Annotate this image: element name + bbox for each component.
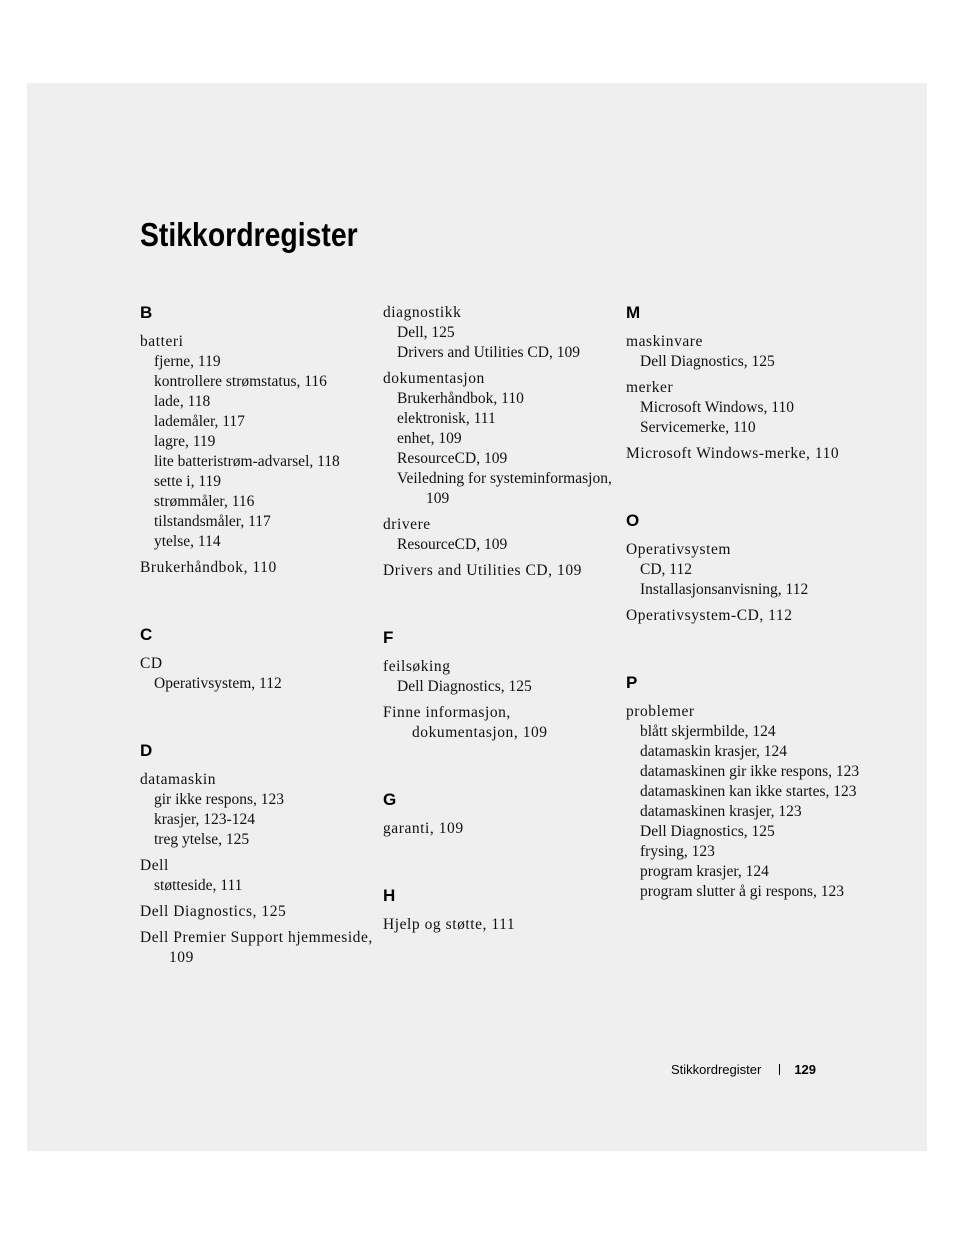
index-entry (140, 770, 375, 850)
index-subentry: treg ytelse, 125 (154, 831, 250, 848)
footer-divider (779, 1064, 780, 1075)
index-subentry: program krasjer, 124 (640, 863, 769, 880)
index-entry-term: datamaskin (140, 771, 217, 788)
index-entry (140, 856, 375, 896)
index-subentry: kontrollere strømstatus, 116 (154, 373, 327, 390)
index-entry-term: Operativsystem (626, 541, 731, 558)
index-subentry: ResourceCD, 109 (397, 536, 508, 553)
index-entry-term: drivere (383, 516, 431, 533)
index-subentry: Veiledning for systeminformasjon, 109 (397, 470, 612, 507)
index-entry-term: Hjelp og støtte, 111 (383, 916, 516, 933)
index-entry-term: Brukerhåndbok, 110 (140, 559, 277, 576)
index-subentry: Brukerhåndbok, 110 (397, 390, 524, 407)
index-entry-term: Operativsystem-CD, 112 (626, 607, 793, 624)
index-group (140, 741, 375, 968)
index-subentry: datamaskin krasjer, 124 (640, 743, 788, 760)
index-subentry: datamaskinen krasjer, 123 (640, 803, 802, 820)
index-letter-heading: G (383, 790, 397, 809)
index-letter-heading: M (626, 303, 641, 322)
index-column-2 (383, 303, 618, 982)
footer-section-title: Stikkordregister (671, 1062, 762, 1077)
index-entry-term: Dell (140, 857, 169, 874)
index-entry (140, 928, 375, 968)
index-subentry: program slutter å gi respons, 123 (640, 883, 845, 900)
index-subentry: blått skjermbilde, 124 (640, 723, 776, 740)
index-entry-term: Drivers and Utilities CD, 109 (383, 562, 582, 579)
index-entry-term: Microsoft Windows-merke, 110 (626, 445, 840, 462)
index-subentry: lagre, 119 (154, 433, 216, 450)
index-group (626, 673, 861, 902)
index-subentry: strømmåler, 116 (154, 493, 255, 510)
index-entry-term: CD (140, 655, 163, 672)
index-entry (383, 915, 618, 935)
index-subentry: fjerne, 119 (154, 353, 221, 370)
index-subentry: lite batteristrøm-advarsel, 118 (154, 453, 340, 470)
index-subentry: tilstandsmåler, 117 (154, 513, 271, 530)
index-subentry: elektronisk, 111 (397, 410, 496, 427)
index-subentry: Installasjonsanvisning, 112 (640, 581, 809, 598)
index-subentry: Microsoft Windows, 110 (640, 399, 794, 416)
index-entry-term: dokumentasjon (383, 370, 485, 387)
index-letter-heading: O (626, 511, 640, 530)
index-entry-term: diagnostikk (383, 304, 462, 321)
page-title: Stikkordregister (140, 216, 358, 253)
index-letter-heading: F (383, 628, 394, 647)
index-entry (140, 558, 375, 578)
index-entry (383, 703, 618, 743)
index-subentry: sette i, 119 (154, 473, 222, 490)
index-subentry: Servicemerke, 110 (640, 419, 756, 436)
index-entry-term: feilsøking (383, 658, 451, 675)
index-entry-term: Dell Diagnostics, 125 (140, 903, 287, 920)
index-column-3 (626, 303, 861, 949)
index-entry-term: garanti, 109 (383, 820, 464, 837)
index-subentry: enhet, 109 (397, 430, 462, 447)
index-group (383, 790, 618, 839)
index-subentry: Dell Diagnostics, 125 (397, 678, 532, 695)
index-entry (383, 657, 618, 697)
index-group (383, 628, 618, 743)
index-entry-term: Finne informasjon, dokumentasjon, 109 (383, 704, 548, 741)
index-subentry: Dell Diagnostics, 125 (640, 823, 775, 840)
index-subentry: ResourceCD, 109 (397, 450, 508, 467)
index-entry (383, 819, 618, 839)
index-letter-heading: P (626, 673, 638, 692)
index-letter-heading: D (140, 741, 153, 760)
index-subentry: Operativsystem, 112 (154, 675, 282, 692)
index-entry (140, 654, 375, 694)
index-entry (626, 444, 861, 464)
index-letter-heading: B (140, 303, 153, 322)
index-entry (626, 332, 861, 372)
index-group (140, 303, 375, 578)
index-entry (383, 369, 618, 509)
index-subentry: CD, 112 (640, 561, 692, 578)
index-subentry: ytelse, 114 (154, 533, 221, 550)
index-entry (140, 902, 375, 922)
index-column-1 (140, 303, 375, 1015)
index-subentry: Dell, 125 (397, 324, 455, 341)
index-entry-term: Dell Premier Support hjemmeside, 109 (140, 929, 373, 966)
index-group (383, 886, 618, 935)
index-group (626, 511, 861, 626)
index-subentry: datamaskinen gir ikke respons, 123 (640, 763, 860, 780)
index-entry-term: maskinvare (626, 333, 703, 350)
index-subentry: lade, 118 (154, 393, 211, 410)
index-entry (626, 540, 861, 600)
index-entry (383, 515, 618, 555)
index-subentry: Drivers and Utilities CD, 109 (397, 344, 580, 361)
index-group (626, 303, 861, 464)
page-number: 129 (794, 1062, 817, 1077)
index-entry-term: merker (626, 379, 674, 396)
index-group (140, 625, 375, 694)
index-subentry: støtteside, 111 (154, 877, 243, 894)
index-letter-heading: C (140, 625, 153, 644)
index-group (383, 303, 618, 581)
index-subentry: gir ikke respons, 123 (154, 791, 285, 808)
index-entry (140, 332, 375, 552)
index-subentry: krasjer, 123-124 (154, 811, 255, 828)
index-entry (383, 303, 618, 363)
index-entry (383, 561, 618, 581)
index-entry (626, 378, 861, 438)
index-subentry: lademåler, 117 (154, 413, 245, 430)
index-subentry: datamaskinen kan ikke startes, 123 (640, 783, 857, 800)
index-entry (626, 702, 861, 902)
index-subentry: Dell Diagnostics, 125 (640, 353, 775, 370)
index-entry-term: batteri (140, 333, 184, 350)
index-entry-term: problemer (626, 703, 695, 720)
index-letter-heading: H (383, 886, 396, 905)
index-subentry: frysing, 123 (640, 843, 715, 860)
index-entry (626, 606, 861, 626)
page-footer (671, 1061, 816, 1079)
